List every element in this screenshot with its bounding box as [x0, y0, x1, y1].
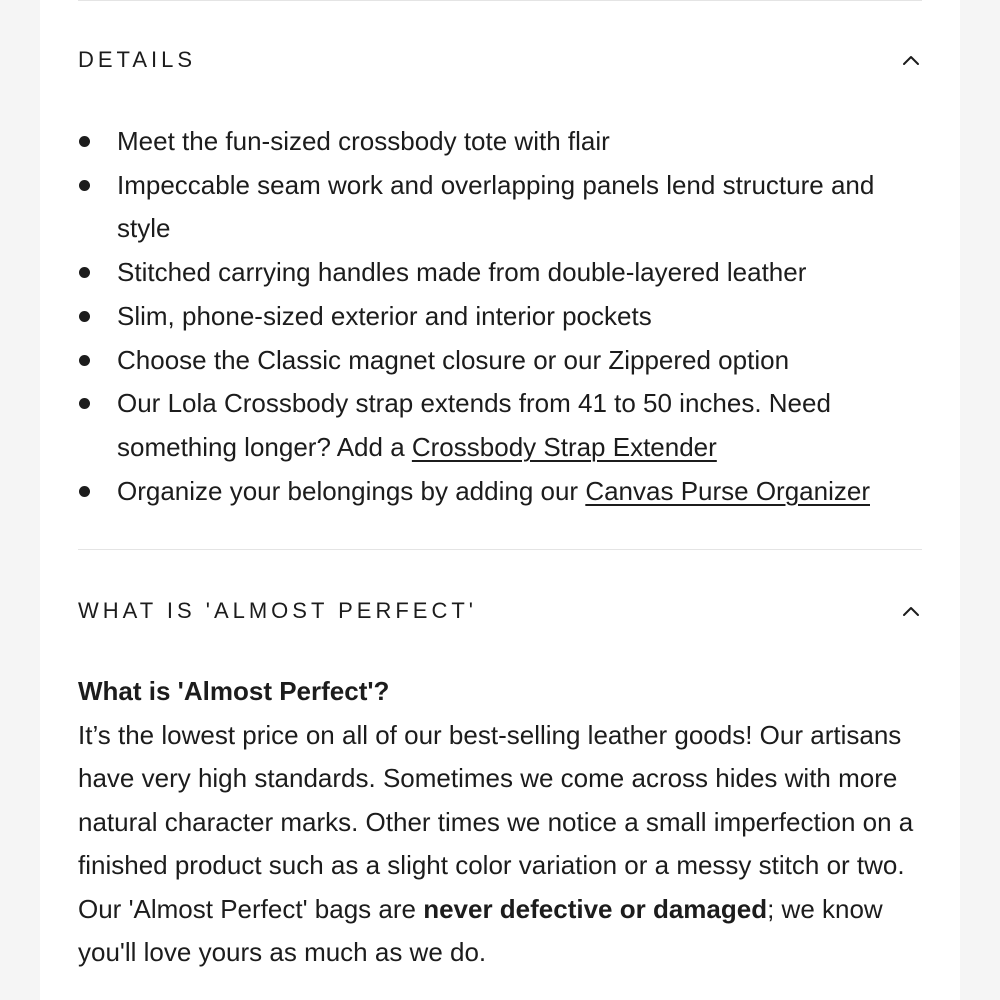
almost-perfect-paragraph: It’s the lowest price on all of our best-selling leather goods! Our artisans have very high standards. Sometimes we come across hides with more natural character marks. Other times we notice a small imperfection on a finished product such as a slight color variation or a messy stitch or two. Our 'Almost Perfect' bags are never defective or damaged; we know you'll love yours as much as we do. [78, 719, 914, 967]
almost-perfect-accordion-header[interactable] [78, 591, 922, 631]
crossbody-strap-extender-link[interactable]: Crossbody Strap Extender [411, 431, 717, 462]
list-item: Meet the fun-sized crossbody tote with flair [78, 120, 930, 164]
product-info-panel [40, 0, 960, 1000]
list-item: Our Lola Crossbody strap extends from 41 to 50 inches. Need something longer? Add a Crossbody Strap Extender [78, 382, 930, 469]
list-item: Impeccable seam work and overlapping panels lend structure and style [78, 164, 930, 251]
details-accordion-header[interactable] [78, 40, 922, 80]
almost-perfect-title: WHAT IS 'ALMOST PERFECT' [78, 598, 477, 623]
top-divider [78, 0, 922, 1]
section-divider [78, 549, 922, 550]
chevron-up-icon[interactable] [902, 602, 920, 620]
details-bullet-list [78, 120, 930, 513]
list-item: Choose the Classic magnet closure or our Zippered option [78, 339, 930, 383]
list-item: Organize your belongings by adding our Canvas Purse Organizer [78, 470, 930, 514]
details-title: DETAILS [78, 47, 197, 72]
almost-perfect-content [78, 670, 928, 975]
chevron-up-icon[interactable] [902, 51, 920, 69]
emphasis-text: never defective or damaged [423, 893, 768, 924]
list-item: Stitched carrying handles made from double-layered leather [78, 251, 930, 295]
almost-perfect-question: What is 'Almost Perfect'? [78, 676, 390, 706]
canvas-purse-organizer-link[interactable]: Canvas Purse Organizer [585, 475, 870, 506]
list-item: Slim, phone-sized exterior and interior pockets [78, 295, 930, 339]
